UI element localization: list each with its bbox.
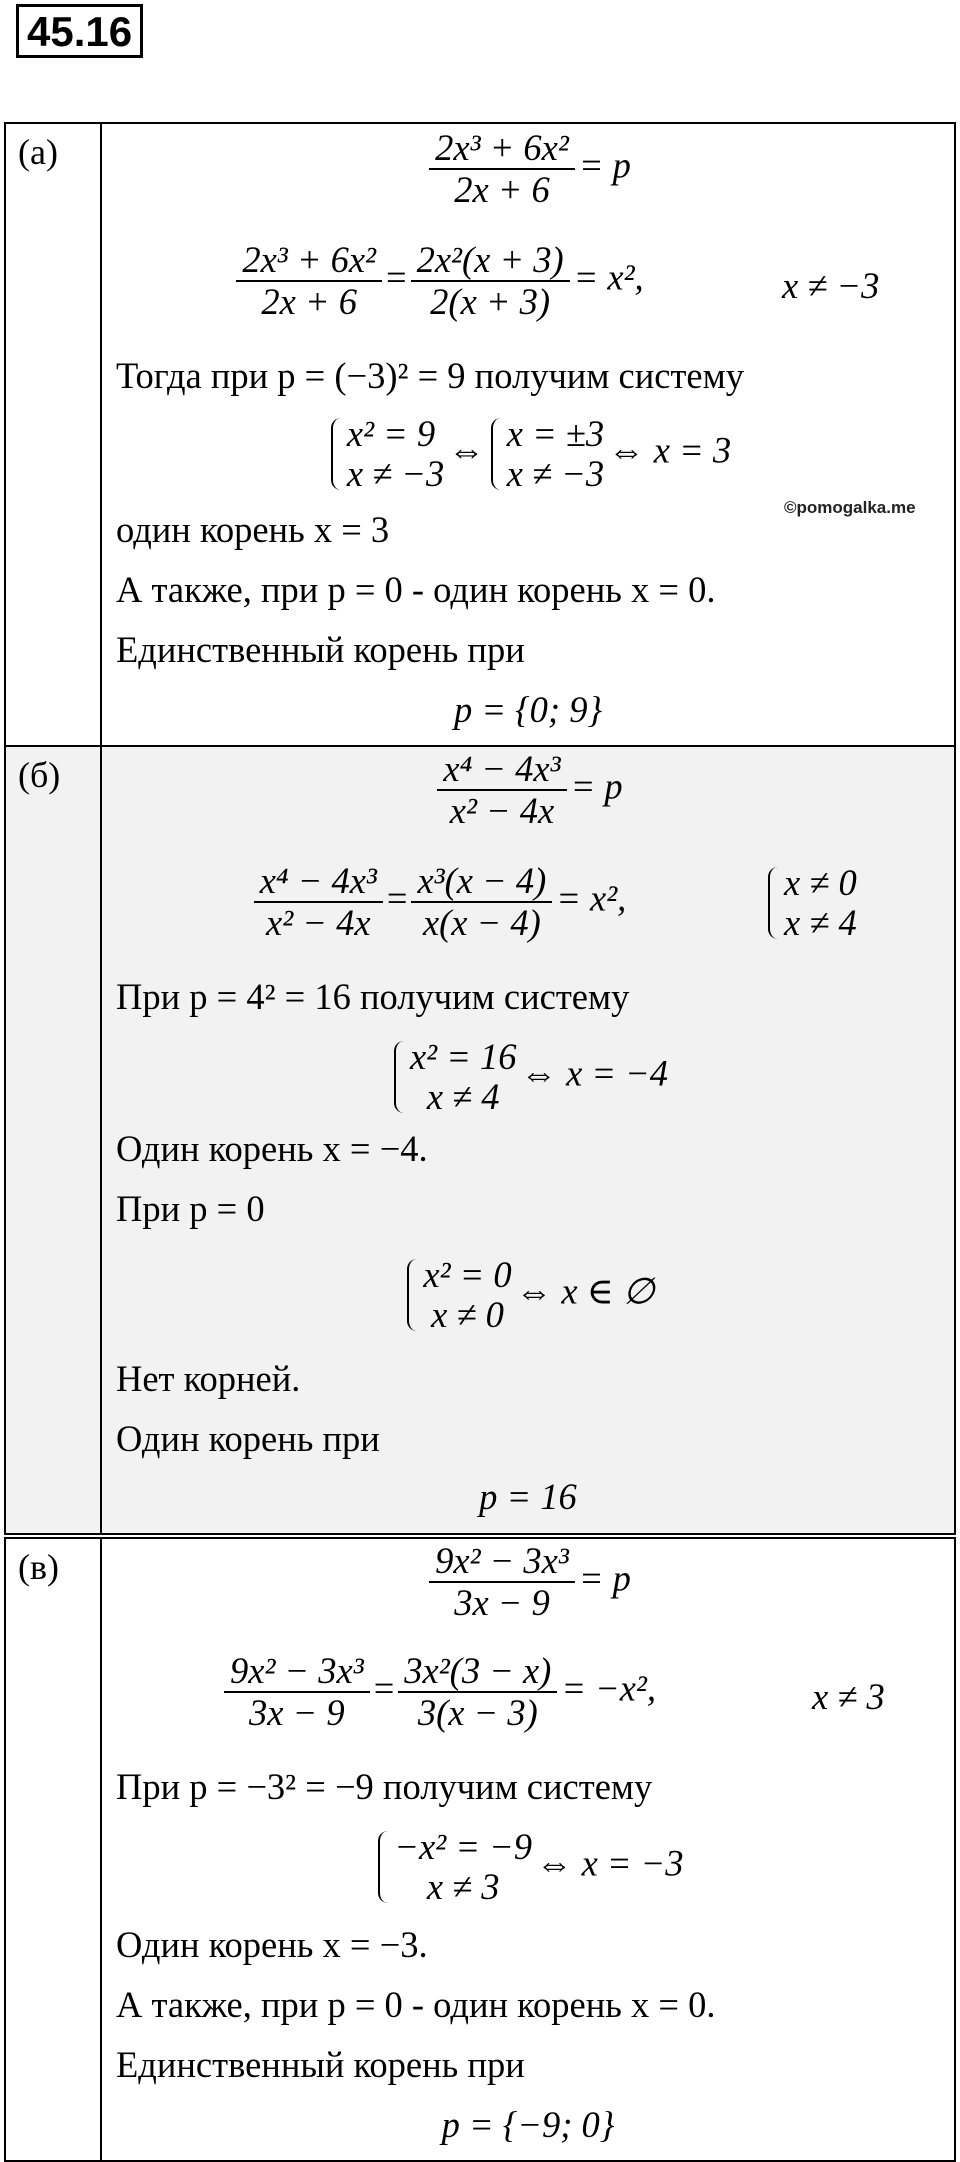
text-line: Нет корней.	[116, 1358, 301, 1399]
equals-sign: =	[386, 877, 408, 919]
equals-sign: =	[373, 1667, 395, 1709]
system-row: x ≠ 4	[784, 902, 857, 943]
simplification-line	[102, 1651, 954, 1741]
system-row: −x² = −9	[394, 1826, 532, 1867]
part-a-section	[4, 122, 956, 747]
equation-system	[489, 414, 604, 494]
fraction	[429, 128, 575, 210]
text-line: При p = 0	[116, 1188, 265, 1229]
numerator: 2x³ + 6x²	[236, 240, 382, 282]
denominator: 2x + 6	[261, 281, 357, 322]
equation-system	[329, 414, 444, 494]
system-line	[102, 1827, 954, 1907]
text-line: Один корень x = −3.	[116, 1924, 428, 1965]
equation-system	[405, 1255, 511, 1335]
result: = x²,	[556, 877, 627, 919]
numerator: 9x² − 3x³	[429, 1541, 575, 1583]
simplification-line	[102, 240, 954, 330]
system-row: x ≠ 4	[426, 1076, 500, 1117]
main-equation	[102, 1541, 954, 1623]
result: = x²,	[573, 256, 644, 298]
system-line	[102, 1255, 954, 1335]
domain-condition: x ≠ 3	[812, 1676, 885, 1717]
text-line: Один корень x = −4.	[116, 1128, 428, 1169]
system-result: ⇔ x = 3	[608, 429, 732, 471]
part-label: (в)	[18, 1547, 59, 1587]
equals-p: = p	[570, 765, 623, 807]
denominator: 2x + 6	[454, 169, 550, 210]
system-line	[102, 1037, 954, 1117]
system-row: x = ±3	[506, 413, 605, 454]
numerator: x⁴ − 4x³	[437, 749, 566, 791]
fraction	[411, 861, 552, 943]
system-row: x² = 0	[423, 1254, 512, 1295]
part-v-content	[102, 1539, 954, 2160]
system-row: x ≠ −3	[346, 453, 445, 494]
equivalence-sign: ⇔	[448, 429, 485, 471]
simplification-line	[102, 861, 954, 951]
text-line: А также, при p = 0 - один корень x = 0.	[116, 569, 716, 610]
text-line: При p = −3² = −9 получим систему	[116, 1766, 653, 1807]
system-result: ⇔ x = −3	[535, 1842, 684, 1884]
final-answer: p = {0; 9}	[453, 689, 603, 730]
system-row: x ≠ −3	[506, 453, 605, 494]
denominator: x(x − 4)	[422, 902, 541, 943]
domain-condition: x ≠ −3	[782, 265, 880, 306]
final-answer: p = 16	[479, 1476, 577, 1517]
text-line: Единственный корень при	[116, 2044, 525, 2085]
denominator: 3x − 9	[454, 1582, 550, 1623]
part-b-section	[4, 745, 956, 1535]
equals-p: = p	[578, 1557, 631, 1599]
numerator: 3x²(3 − x)	[398, 1651, 557, 1693]
fraction	[411, 240, 570, 322]
denominator: 2(x + 3)	[430, 281, 551, 322]
fraction	[224, 1651, 370, 1733]
part-b-content	[102, 747, 954, 1533]
fraction	[429, 1541, 575, 1623]
fraction	[254, 861, 383, 943]
system-result: ⇔ x ∈ ∅	[515, 1270, 655, 1312]
denominator: 3(x − 3)	[417, 1692, 538, 1733]
system-row: x² = 16	[409, 1036, 517, 1077]
equation-system	[376, 1827, 532, 1907]
text-line: А также, при p = 0 - один корень x = 0.	[116, 1984, 716, 2025]
label-column	[6, 124, 102, 745]
part-label: (а)	[18, 132, 58, 172]
fraction	[236, 240, 382, 322]
numerator: 9x² − 3x³	[224, 1651, 370, 1693]
label-column	[6, 1539, 102, 2160]
equation-system	[392, 1037, 517, 1117]
numerator: x⁴ − 4x³	[254, 861, 383, 903]
system-row: x ≠ 0	[431, 1294, 504, 1335]
text-line: один корень x = 3	[116, 509, 390, 550]
numerator: 2x³ + 6x²	[429, 128, 575, 170]
numerator: x³(x − 4)	[411, 861, 552, 903]
text-line: Единственный корень при	[116, 629, 525, 670]
system-result: ⇔ x = −4	[520, 1052, 669, 1094]
system-row: x ≠ 0	[784, 862, 857, 903]
task-number: 45.16	[16, 4, 143, 58]
denominator: x² − 4x	[449, 790, 555, 831]
equals-sign: =	[386, 256, 407, 298]
numerator: 2x²(x + 3)	[411, 240, 570, 282]
fraction	[398, 1651, 557, 1733]
result: = −x²,	[561, 1667, 656, 1709]
equals-p: = p	[578, 144, 631, 186]
denominator: x² − 4x	[266, 902, 371, 943]
watermark: ©pomogalka.me	[784, 498, 916, 517]
system-line	[102, 414, 954, 494]
main-equation	[102, 128, 954, 210]
final-answer: p = {−9; 0}	[441, 2104, 615, 2145]
denominator: 3x − 9	[249, 1692, 345, 1733]
system-row: x ≠ 3	[426, 1866, 500, 1907]
text-line: При p = 4² = 16 получим систему	[116, 976, 630, 1017]
text-line: Один корень при	[116, 1418, 380, 1459]
system-row: x² = 9	[346, 413, 436, 454]
part-a-content	[102, 124, 954, 745]
fraction	[437, 749, 566, 831]
label-column	[6, 747, 102, 1533]
text-line: Тогда при p = (−3)² = 9 получим систему	[116, 355, 744, 396]
main-equation	[102, 749, 954, 831]
part-v-section	[4, 1537, 956, 2162]
part-label: (б)	[18, 755, 61, 795]
domain-condition-system	[766, 863, 857, 943]
